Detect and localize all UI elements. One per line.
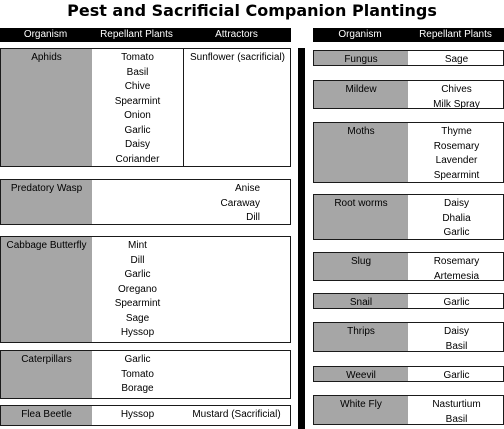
plant-item: Sage bbox=[444, 54, 469, 65]
plant-item: Chive bbox=[124, 81, 151, 92]
plant-item: Mint bbox=[128, 240, 147, 251]
plant-item: Daisy bbox=[443, 198, 469, 209]
organism-name: Caterpillars bbox=[21, 354, 72, 365]
repellent-cell bbox=[92, 351, 183, 398]
attractor-item: Dill bbox=[246, 212, 260, 223]
plant-item: Garlic bbox=[443, 370, 470, 381]
plant-item: Milk Spray bbox=[433, 98, 480, 110]
column-divider bbox=[298, 48, 305, 429]
organism-name: Snail bbox=[349, 297, 373, 308]
plant-item: Spearmint bbox=[114, 95, 161, 107]
plant-item: Rosemary bbox=[433, 140, 480, 152]
organism-cell bbox=[314, 81, 408, 108]
plant-item: Sage bbox=[125, 312, 150, 324]
organism-cell bbox=[1, 351, 92, 398]
organism-group bbox=[313, 395, 504, 425]
organism-name: Thrips bbox=[347, 326, 375, 337]
plant-item: Nasturtium bbox=[432, 399, 481, 410]
plant-item: Garlic bbox=[124, 269, 151, 280]
left-header-repellent: Repellant Plants bbox=[100, 29, 173, 40]
attractor-item: Anise bbox=[234, 183, 260, 194]
left-header-attractors: Attractors bbox=[215, 29, 258, 40]
plant-item: Borage bbox=[121, 383, 154, 394]
right-header-organism: Organism bbox=[338, 29, 382, 40]
plant-item: Onion bbox=[124, 110, 151, 121]
plant-item: Chives bbox=[441, 84, 472, 95]
organism-group bbox=[313, 252, 504, 281]
organism-group bbox=[0, 236, 291, 343]
plant-item: Rosemary bbox=[433, 256, 480, 267]
attractors-cell bbox=[183, 406, 290, 425]
organism-name: Root worms bbox=[334, 198, 388, 209]
organism-name: Weevil bbox=[346, 370, 376, 381]
organism-name: Cabbage Butterfly bbox=[6, 240, 87, 251]
attractor-item: Mustard (Sacrificial) bbox=[192, 409, 281, 420]
plant-item: Thyme bbox=[441, 126, 472, 137]
organism-name: White Fly bbox=[340, 399, 382, 410]
plant-item: Oregano bbox=[118, 283, 157, 295]
organism-cell bbox=[314, 396, 408, 424]
organism-name: Slug bbox=[350, 256, 371, 267]
organism-cell bbox=[314, 253, 408, 280]
repellent-cell bbox=[408, 323, 504, 351]
organism-cell bbox=[1, 406, 92, 425]
attractors-cell bbox=[183, 237, 290, 342]
attractor-item: Sunflower (sacrificial) bbox=[189, 52, 286, 63]
repellent-cell bbox=[92, 180, 183, 224]
left-header-bar bbox=[0, 28, 291, 42]
repellent-cell bbox=[408, 367, 504, 381]
organism-name: Predatory Wasp bbox=[10, 183, 83, 194]
repellent-cell bbox=[408, 294, 504, 308]
plant-item: Garlic bbox=[443, 227, 470, 238]
organism-name: Flea Beetle bbox=[21, 409, 72, 420]
repellent-cell bbox=[408, 81, 504, 108]
organism-name: Fungus bbox=[344, 54, 378, 65]
attractor-item: Caraway bbox=[220, 197, 260, 209]
repellent-cell bbox=[408, 253, 504, 280]
organism-name: Moths bbox=[347, 126, 375, 137]
plant-item: Hyssop bbox=[120, 327, 155, 338]
plant-item: Tomato bbox=[121, 52, 154, 63]
organism-group bbox=[313, 366, 504, 382]
plant-item: Basil bbox=[445, 413, 468, 425]
plant-item: Spearmint bbox=[433, 169, 480, 181]
plant-item: Daisy bbox=[124, 139, 150, 150]
right-header-repellent: Repellant Plants bbox=[419, 29, 492, 40]
repellent-cell bbox=[408, 195, 504, 239]
plant-item: Garlic bbox=[124, 124, 151, 136]
organism-group bbox=[313, 322, 504, 352]
organism-group bbox=[313, 293, 504, 309]
plant-item: Coriander bbox=[115, 153, 160, 165]
organism-group bbox=[0, 48, 291, 167]
organism-group bbox=[313, 122, 504, 183]
attractors-cell bbox=[183, 49, 291, 166]
repellent-cell bbox=[408, 123, 504, 182]
organism-cell bbox=[314, 294, 408, 308]
attractors-cell bbox=[183, 351, 290, 398]
plant-item: Spearmint bbox=[114, 298, 161, 309]
left-header-organism: Organism bbox=[23, 29, 68, 40]
plant-item: Lavender bbox=[435, 155, 478, 166]
organism-cell bbox=[314, 323, 408, 351]
right-header-bar bbox=[313, 28, 504, 42]
plant-item: Dhalia bbox=[442, 212, 471, 224]
plant-item: Basil bbox=[126, 66, 149, 78]
organism-cell bbox=[1, 180, 92, 224]
repellent-cell bbox=[92, 49, 183, 166]
organism-group bbox=[0, 350, 291, 399]
plant-item: Basil bbox=[445, 340, 468, 352]
repellent-cell bbox=[408, 51, 504, 65]
attractors-cell bbox=[183, 180, 290, 224]
organism-cell bbox=[314, 367, 408, 381]
plant-item: Dill bbox=[130, 254, 145, 266]
organism-name: Mildew bbox=[345, 84, 377, 95]
organism-cell bbox=[1, 237, 92, 342]
organism-group bbox=[313, 50, 504, 66]
plant-item: Hyssop bbox=[120, 409, 155, 420]
organism-cell bbox=[1, 49, 92, 166]
organism-group bbox=[313, 194, 504, 240]
plant-item: Garlic bbox=[124, 354, 151, 365]
plant-item: Tomato bbox=[121, 368, 154, 380]
organism-group bbox=[0, 179, 291, 225]
plant-item: Garlic bbox=[443, 297, 470, 308]
organism-cell bbox=[314, 51, 408, 65]
plant-item: Artemesia bbox=[433, 270, 479, 282]
repellent-cell bbox=[92, 237, 183, 342]
organism-cell bbox=[314, 195, 408, 239]
organism-group bbox=[313, 80, 504, 109]
organism-name: Aphids bbox=[31, 52, 62, 63]
organism-cell bbox=[314, 123, 408, 182]
repellent-cell bbox=[92, 406, 183, 425]
organism-group bbox=[0, 405, 291, 426]
page-title: Pest and Sacrificial Companion Plantings bbox=[67, 1, 437, 20]
plant-item: Daisy bbox=[443, 326, 469, 337]
repellent-cell bbox=[408, 396, 504, 424]
